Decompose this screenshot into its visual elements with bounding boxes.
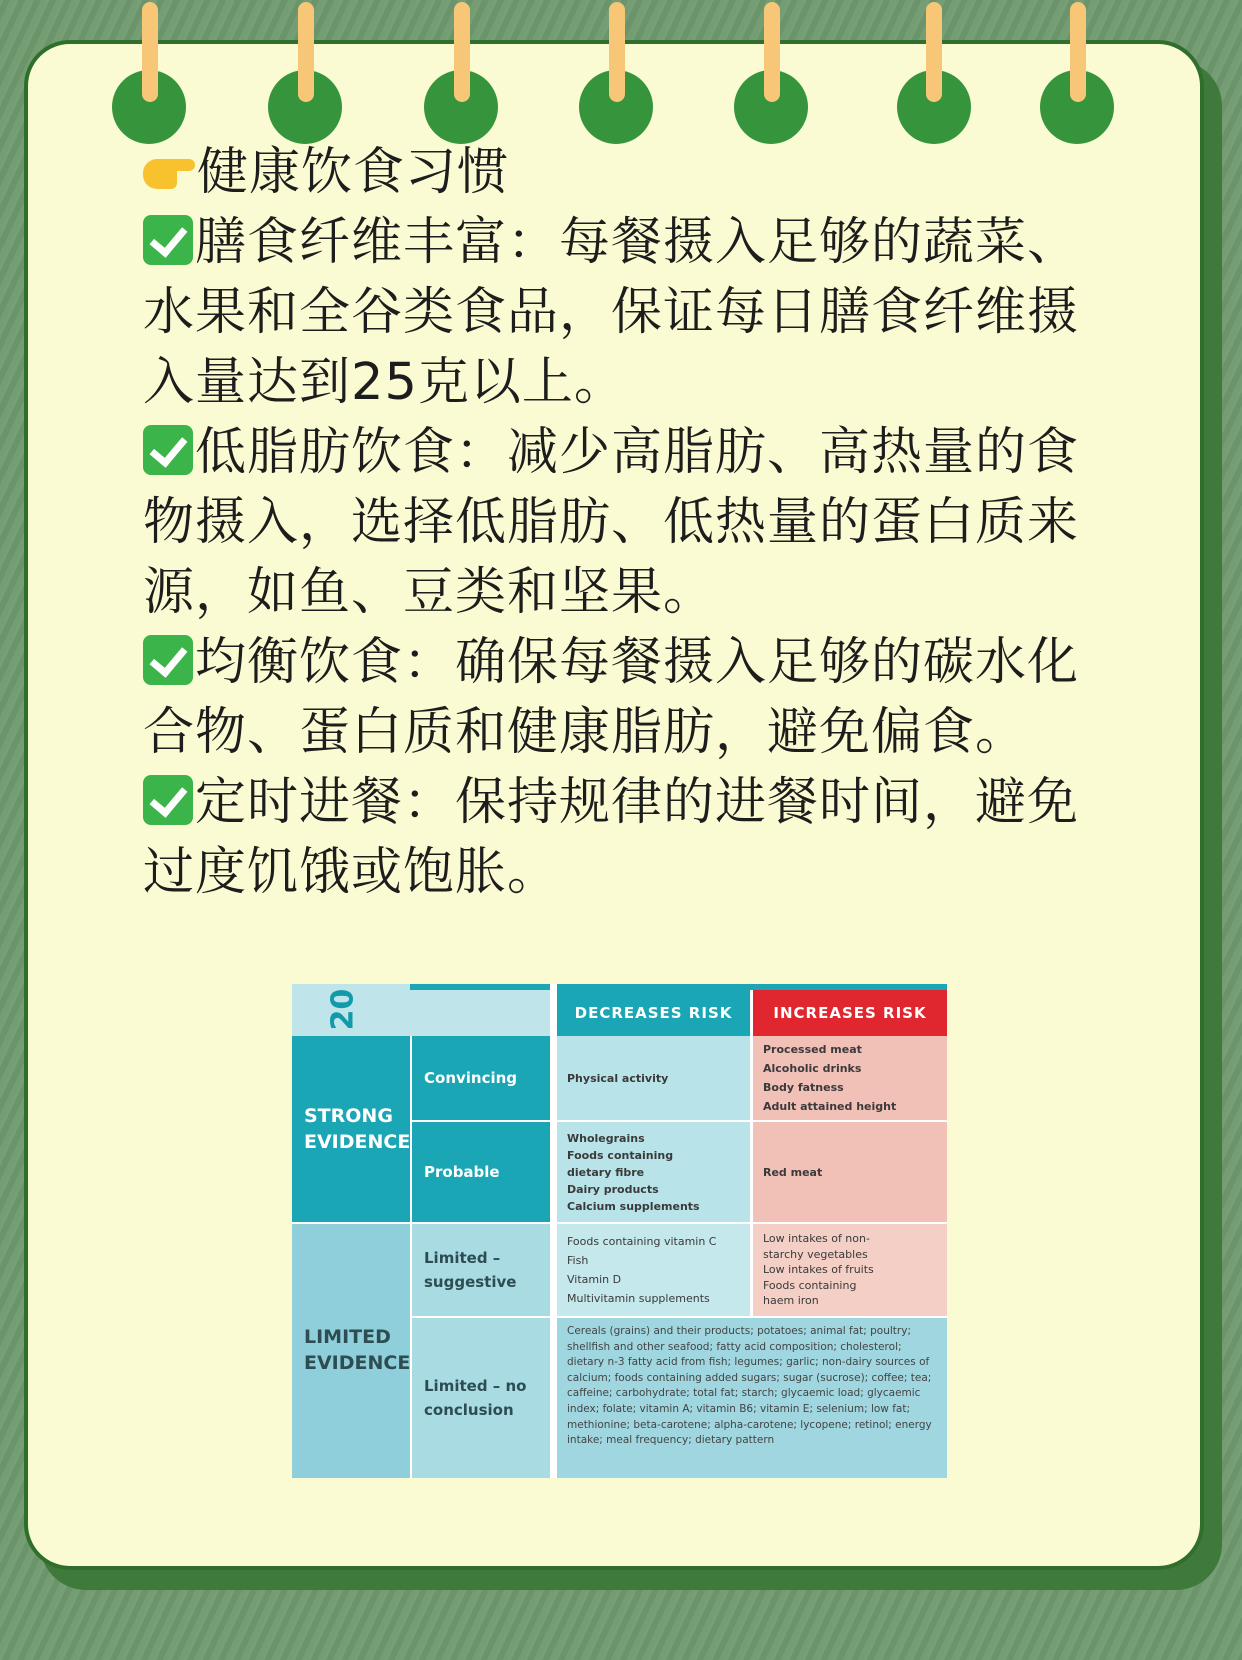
item-text: 定时进餐：保持规律的进餐时间，避免过度饥饿或饱胀。 [143,773,1080,902]
binder-pin [454,2,470,102]
item-text: 均衡饮食：确保每餐摄入足够的碳水化合物、蛋白质和健康脂肪，避免偏食。 [143,633,1080,762]
list-item: Wholegrains [567,1131,645,1145]
convincing-increases-cell [753,1036,947,1120]
list-item: Vitamin D [567,1273,622,1286]
level-limited-suggestive: Limited – suggestive [412,1224,550,1316]
table-divider [410,1036,412,1478]
table-divider [750,990,753,1318]
table-corner [292,984,410,1036]
list-item [143,418,1083,628]
list-item: Physical activity [567,1071,669,1085]
pointing-hand-icon [143,145,195,195]
list-item: Fish [567,1254,589,1267]
no-conclusion-cell: Cereals (grains) and their products; potatoes; animal fat; poultry; shellfish and other seafood; fatty acid composition; cholesterol; dietary n-3 fatty acid from fish; legumes; garlic; non-dairy sources of calcium; foods containing added sugars; sugar (sucrose); coffee; tea; caffeine; carbohydrate; total fat; starch; glycaemic load; glycaemic index; folate; vitamin A; vitamin B6; vitamin E; selenium; low fat; methionine; beta-carotene; alpha-carotene; lycopene; retinol; energy intake; meal frequency; dietary pattern [557,1318,947,1478]
limited-evidence-label: LIMITED EVIDENCE [292,1222,410,1478]
list-item: Multivitamin supplements [567,1292,710,1305]
list-item [143,208,1083,418]
list-item: Low intakes of non- [763,1232,870,1246]
binder-pin [1070,2,1086,102]
table-header-blank [410,984,550,1036]
list-item: Foods containing [763,1278,857,1292]
heading-text: 健康饮食习惯 [197,143,510,202]
level-limited-no-conclusion: Limited – no conclusion [412,1318,550,1478]
list-item: Low intakes of fruits [763,1263,874,1277]
list-item: starchy vegetables [763,1247,868,1261]
note-content [143,138,1083,908]
item-text: 膳食纤维丰富：每餐摄入足够的蔬菜、水果和全谷类食品，保证每日膳食纤维摄入量达到25克以上。 [143,213,1080,412]
check-mark-icon [143,425,193,475]
header-decreases-risk: DECREASES RISK [557,990,750,1036]
probable-decreases-cell [557,1122,750,1222]
level-convincing: Convincing [412,1036,550,1120]
suggestive-increases-cell [753,1224,947,1316]
check-mark-icon [143,635,193,685]
binder-pin [609,2,625,102]
list-item [143,768,1083,908]
table-divider [292,1222,947,1224]
list-item: Foods containing vitamin C [567,1235,717,1248]
list-item: Foods containing [567,1148,674,1162]
convincing-decreases-cell [557,1036,750,1120]
corner-number: 20 [325,988,361,1031]
suggestive-decreases-cell [557,1224,750,1316]
binder-pin [298,2,314,102]
table-divider [412,1316,947,1318]
list-item: Red meat [763,1165,823,1179]
check-mark-icon [143,775,193,825]
table-divider [550,984,557,1478]
list-item: Body fatness [763,1081,844,1094]
check-mark-icon [143,215,193,265]
list-item [143,628,1083,768]
list-item: Adult attained height [763,1100,897,1113]
list-item: Alcoholic drinks [763,1062,862,1075]
level-probable: Probable [412,1122,550,1222]
probable-increases-cell [753,1122,947,1222]
binder-pin [926,2,942,102]
item-text: 低脂肪饮食：减少高脂肪、高热量的食物摄入，选择低脂肪、低热量的蛋白质来源，如鱼、豆类和坚果。 [143,423,1080,622]
table-divider [412,1120,947,1122]
evidence-table-image [292,984,947,1478]
heading-line [143,138,1083,208]
list-item: Calcium supplements [567,1199,700,1213]
list-item: dietary fibre [567,1165,645,1179]
binder-pin [142,2,158,102]
strong-evidence-label: STRONG EVIDENCE [292,1036,410,1222]
binder-pin [764,2,780,102]
list-item: haem iron [763,1294,819,1308]
list-item: Dairy products [567,1182,659,1196]
list-item: Processed meat [763,1043,862,1056]
header-increases-risk: INCREASES RISK [753,990,947,1036]
